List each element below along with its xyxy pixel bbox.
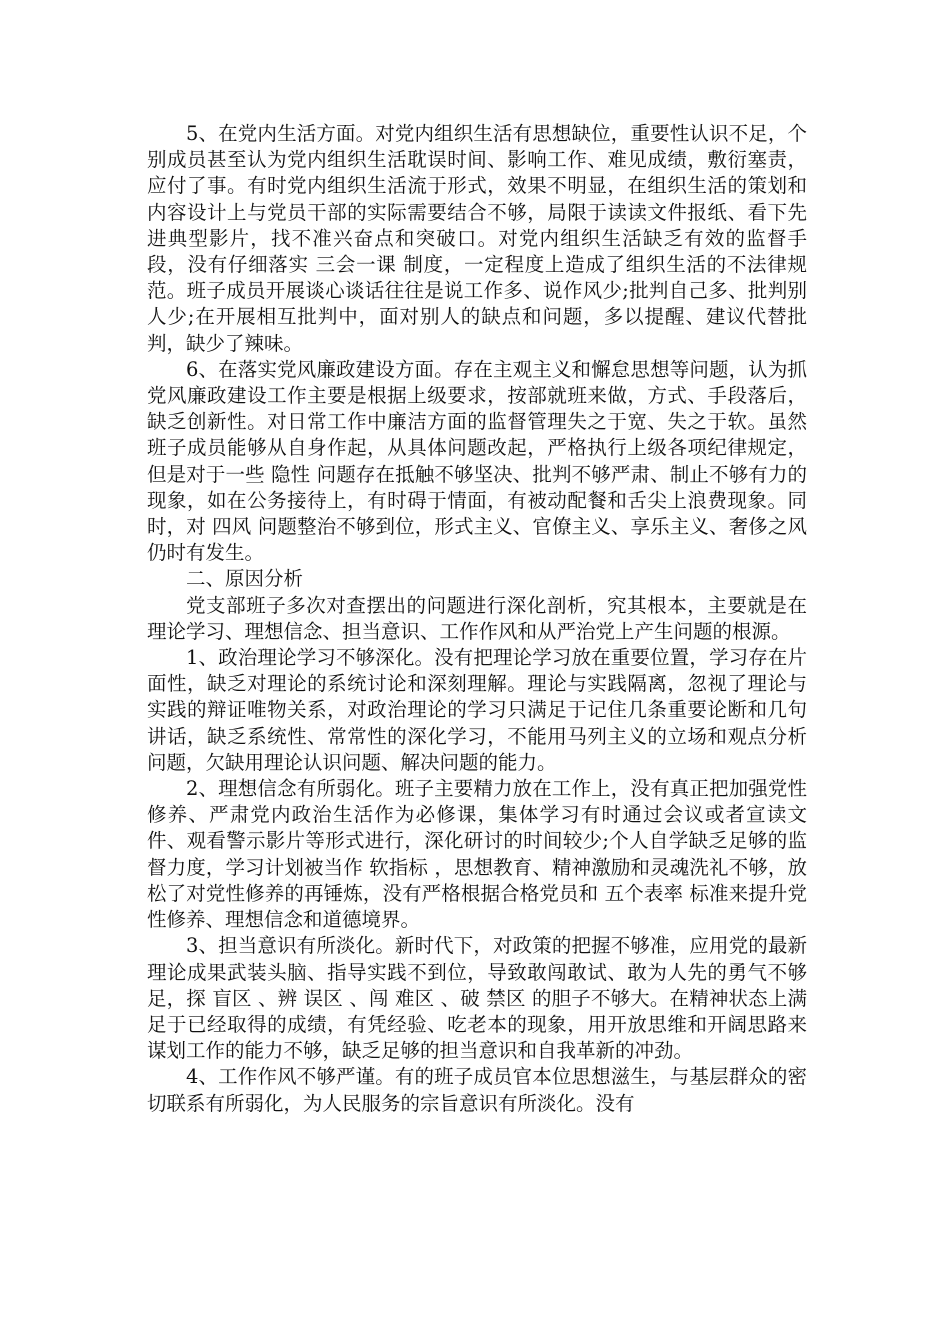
- paragraph-party-life: 5、在党内生活方面。对党内组织生活有思想缺位，重要性认识不足，个别成员甚至认为党内组织生活耽误时间、影响工作、难见成绩，敷衍塞责，应付了事。有时党内组织生活流于形式，效果不明显，在组织生活的策划和内容设计上与党员干部的实际需要结合不够，局限于读读文件报纸、看下先进典型影片，找不准兴奋点和突破口。对党内组织生活缺乏有效的监督手段，没有仔细落实 三会一课 制度，一定程度上造成了组织生活的不法律规范。班子成员开展谈心谈话往往是说工作多、说作风少;批判自己多、批判别人少;在开展相互批判中，面对别人的缺点和问题，多以提醒、建议代替批判，缺少了辣味。: [147, 122, 807, 355]
- paragraph-responsibility: 3、担当意识有所淡化。新时代下，对政策的把握不够准，应用党的最新理论成果武装头脑、指导实践不到位，导致敢闯敢试、敢为人先的勇气不够足，探 盲区 、辨 误区 、闯 难区 、破 禁区 的胆子不够大。在精神状态上满足于已经取得的成绩，有凭经验、吃老本的现象，用开放思维和开阔思路来谋划工作的能力不够，缺乏足够的担当意识和自我革新的冲劲。: [147, 934, 807, 1063]
- paragraph-work-style: 4、工作作风不够严谨。有的班子成员官本位思想滋生，与基层群众的密切联系有所弱化，为人民服务的宗旨意识有所淡化。没有: [147, 1065, 807, 1115]
- paragraph-theory-study: 1、政治理论学习不够深化。没有把理论学习放在重要位置，学习存在片面性，缺乏对理论的系统讨论和深刻理解。理论与实践隔离，忽视了理论与实践的辩证唯物关系，对政治理论的学习只满足于记住几条重要论断和几句讲话，缺乏系统性、常常性的深化学习，不能用马列主义的立场和观点分析问题，欠缺用理论认识问题、解决问题的能力。: [147, 646, 807, 774]
- document-body: [147, 121, 807, 1117]
- paragraph-ideals-beliefs: 2、理想信念有所弱化。班子主要精力放在工作上，没有真正把加强党性修养、严肃党内政治生活作为必修课，集体学习有时通过会议或者宣读文件、观看警示影片等形式进行，深化研讨的时间较少;个人自学缺乏足够的监督力度，学习计划被当作 软指标 ，思想教育、精神激励和灵魂洗礼不够，放松了对党性修养的再锤炼，没有严格根据合格党员和 五个表率 标准来提升党性修养、理想信念和道德境界。: [147, 777, 807, 932]
- section-heading-cause-analysis: 二、原因分析: [186, 567, 304, 591]
- paragraph-cause-intro: 党支部班子多次对查摆出的问题进行深化剖析，究其根本，主要就是在理论学习、理想信念、担当意识、工作作风和从严治党上产生问题的根源。: [147, 593, 807, 643]
- paragraph-clean-governance: 6、在落实党风廉政建设方面。存在主观主义和懈怠思想等问题，认为抓党风廉政建设工作主要是根据上级要求，按部就班来做，方式、手段落后，缺乏创新性。对日常工作中廉洁方面的监督管理失之于宽、失之于软。虽然班子成员能够从自身作起，从具体问题改起，严格执行上级各项纪律规定，但是对于一些 隐性 问题存在抵触不够坚决、批判不够严肃、制止不够有力的现象，如在公务接待上，有时碍于情面，有被动配餐和舌尖上浪费现象。同时，对 四风 问题整治不够到位，形式主义、官僚主义、享乐主义、奢侈之风仍时有发生。: [147, 357, 807, 565]
